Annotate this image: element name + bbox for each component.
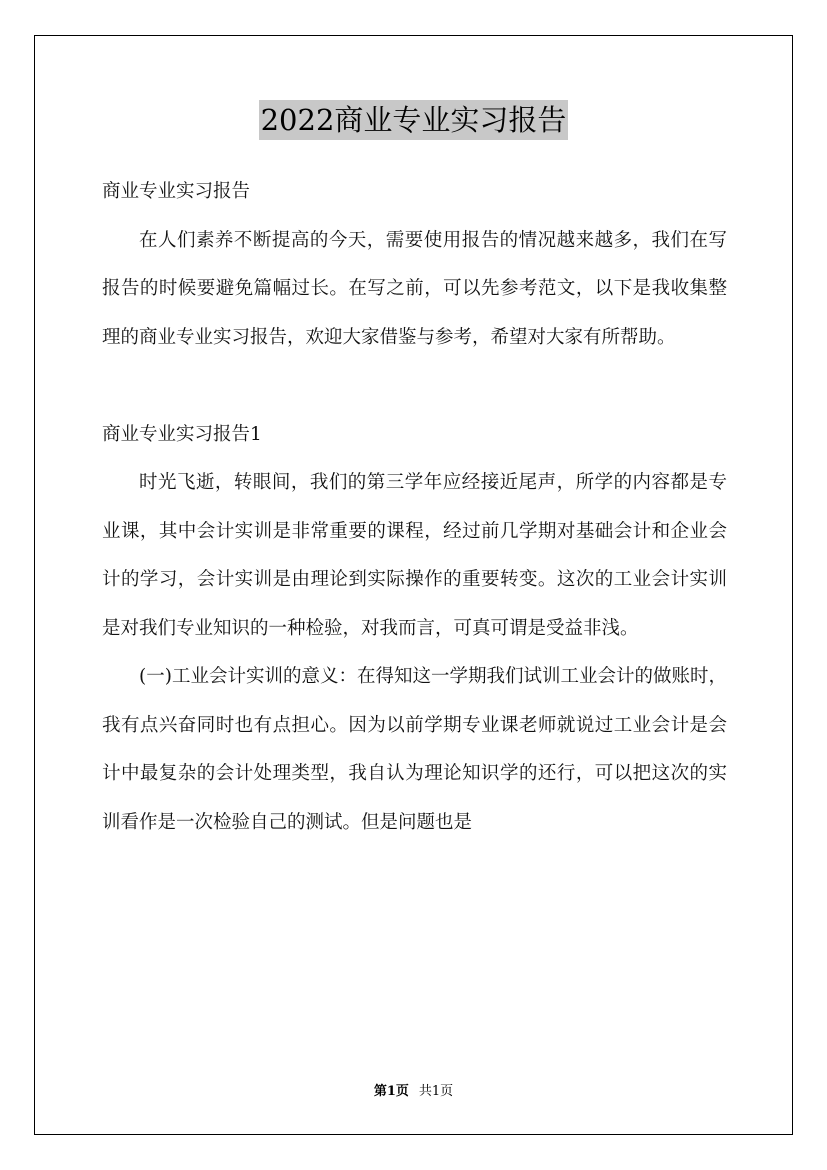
page-number: 第1页	[373, 1084, 409, 1099]
intro-heading: 商业专业实习报告	[102, 181, 251, 202]
blank-line	[102, 362, 727, 411]
page-total: 共1页	[418, 1084, 454, 1099]
document-title: 2022商业专业实习报告	[259, 100, 569, 140]
intro-paragraph: 在人们素养不断提高的今天，需要使用报告的情况越来越多，我们在写报告的时候要避免篇幅过长。在写之前，可以先参考范文，以下是我收集整理的商业专业实习报告，欢迎大家借鉴与参考，希望对大家有所帮助。	[102, 229, 727, 348]
section-heading: 商业专业实习报告1	[102, 423, 262, 445]
document-body	[102, 168, 727, 847]
title-container	[0, 100, 827, 140]
page-footer	[0, 1083, 827, 1101]
body-paragraph: (一)工业会计实训的意义：在得知这一学期我们试训工业会计的做账时，我有点兴奋同时也有点担心。因为以前学期专业课老师就说过工业会计是会计中最复杂的会计处理类型，我自认为理论知识学的还行，可以把这次的实训看作是一次检验自己的测试。但是问题也是	[102, 666, 727, 833]
body-paragraph: 时光飞逝，转眼间，我们的第三学年应经接近尾声，所学的内容都是专业课，其中会计实训是非常重要的课程，经过前几学期对基础会计和企业会计的学习，会计实训是由理论到实际操作的重要转变。这次的工业会计实训是对我们专业知识的一种检验，对我而言，可真可谓是受益非浅。	[102, 472, 727, 639]
